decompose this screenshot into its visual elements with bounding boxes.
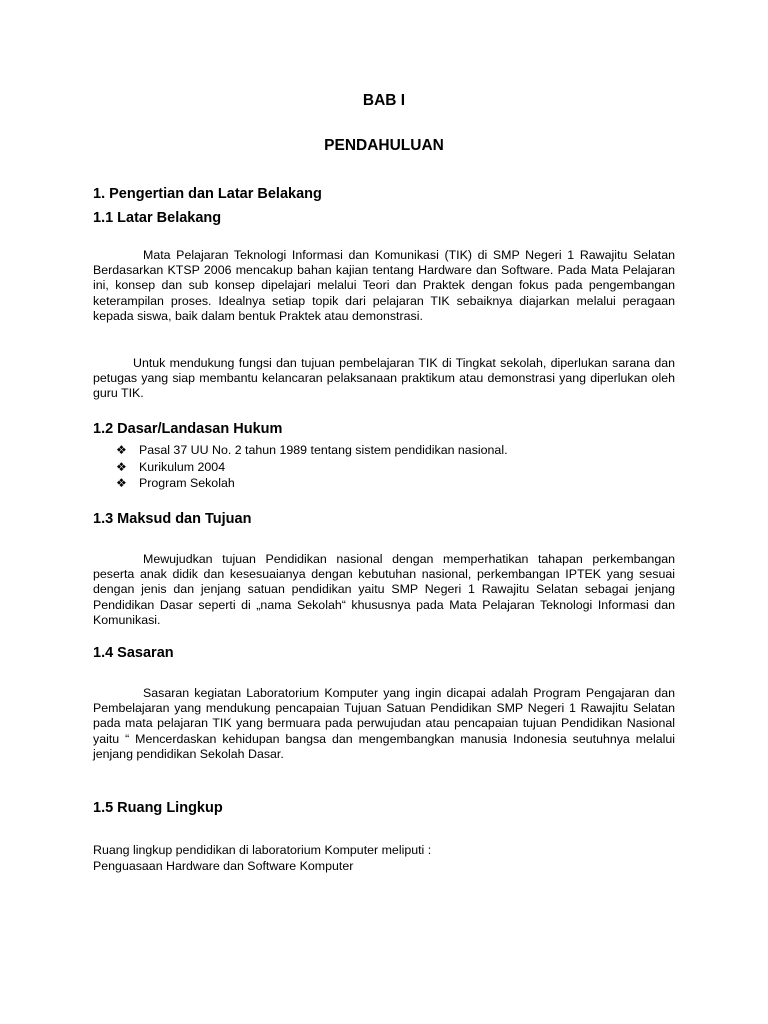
list-item [116, 459, 508, 476]
latar-belakang-paragraph-2-text: Untuk mendukung fungsi dan tujuan pembelajaran TIK di Tingkat sekolah, diperlukan sarana dan petugas yang siap membantu kelancaran pelaksanaan praktikum atau demonstrasi yang diperlukan oleh guru TIK. [93, 356, 675, 401]
diamond-bullet-icon: ❖ [116, 476, 127, 490]
section-1-2-heading: 1.2 Dasar/Landasan Hukum [93, 421, 283, 437]
list-item-text: Program Sekolah [139, 476, 235, 490]
maksud-tujuan-paragraph-text: Mewujudkan tujuan Pendidikan nasional dengan memperhatikan tahapan perkembangan peserta anak didik dan kesesuaianya dengan kebutuhan nasional, perkembangan IPTEK yang sesuai dengan jenis dan jenjang satuan pendidikan yaitu SMP Negeri 1 Rawajitu Selatan sebagai jenjang Pendidikan Dasar seperti di „nama Sekolah“ khususnya pada Mata Pelajaran Teknologi Informasi dan Komunikasi. [93, 552, 675, 627]
latar-belakang-paragraph-1 [93, 248, 675, 324]
diamond-bullet-icon: ❖ [116, 459, 127, 474]
ruang-lingkup-line-1: Ruang lingkup pendidikan di laboratorium Komputer meliputi : [93, 843, 432, 857]
list-item [116, 442, 508, 459]
diamond-bullet-icon: ❖ [116, 443, 127, 457]
section-1-4-heading: 1.4 Sasaran [93, 645, 174, 661]
ruang-lingkup-line-2: Penguasaan Hardware dan Software Komputer [93, 859, 354, 873]
section-1-3-heading: 1.3 Maksud dan Tujuan [93, 511, 252, 527]
list-item-text: Kurikulum 2004 [139, 459, 226, 474]
section-1-5-heading: 1.5 Ruang Lingkup [93, 800, 223, 816]
sasaran-paragraph-text: Sasaran kegiatan Laboratorium Komputer yang ingin dicapai adalah Program Pengajaran dan Pembelajaran yang mendukung pencapaian Tujuan Satuan Pendidikan SMP Negeri 1 Rawajitu Selatan pada mata pelajaran TIK yang bermuara pada perwujudan atau pencapaian tujuan Pendidikan Nasional yaitu “ Mencerdaskan kehidupan bangsa dan mengembangkan manusia Indonesia seutuhnya melalui jenjang pendidikan Sekolah Dasar. [93, 686, 675, 761]
list-item-text: Pasal 37 UU No. 2 tahun 1989 tentang sistem pendidikan nasional. [139, 443, 508, 457]
chapter-number: BAB I [362, 92, 406, 109]
section-1-heading: 1. Pengertian dan Latar Belakang [93, 186, 322, 202]
section-1-1-heading: 1.1 Latar Belakang [93, 210, 222, 226]
maksud-tujuan-paragraph [93, 552, 675, 628]
chapter-title: PENDAHULUAN [324, 137, 444, 154]
sasaran-paragraph [93, 686, 675, 762]
dasar-hukum-list [116, 442, 508, 492]
latar-belakang-paragraph-1-text: Mata Pelajaran Teknologi Informasi dan Komunikasi (TIK) di SMP Negeri 1 Rawajitu Selatan Berdasarkan KTSP 2006 mencakup bahan kajian tentang Hardware dan Software. Pada Mata Pelajaran ini, konsep dan sub konsep dipelajari melalui Teori dan Praktek dengan fokus pada pengembangan keterampilan proses. Idealnya setiap topik dari pelajaran TIK sebaiknya diajarkan melalui peragaan kepada siswa, baik dalam bentuk Praktek atau demonstrasi. [93, 248, 675, 323]
list-item [116, 475, 508, 492]
latar-belakang-paragraph-2 [93, 356, 675, 402]
